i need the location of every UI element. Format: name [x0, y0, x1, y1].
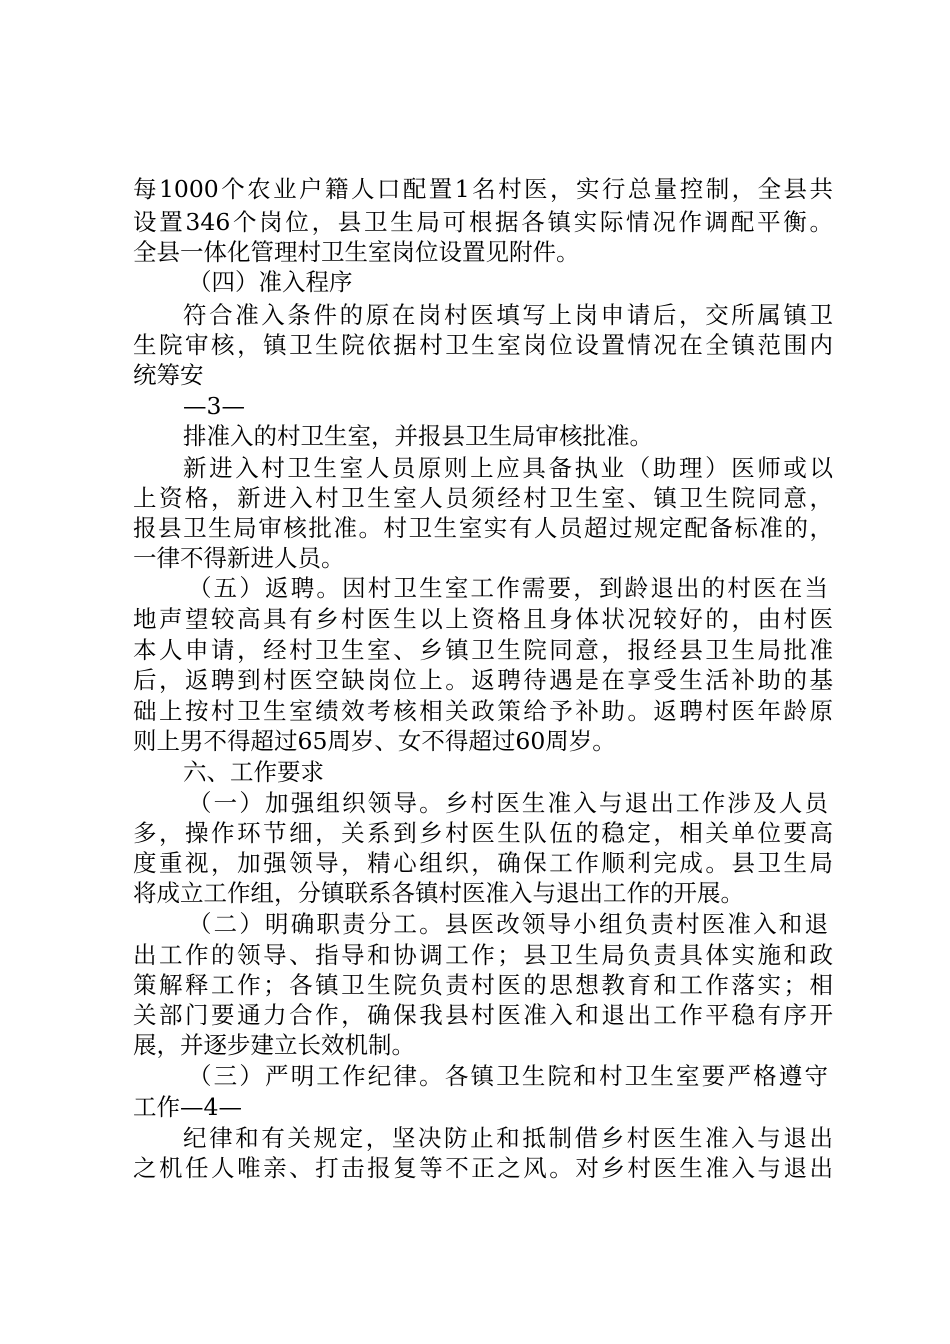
text-line: 多，操作环节细，关系到乡村医生队伍的稳定，相关单位要高 [133, 819, 833, 847]
text-line: 地声望较高具有乡村医生以上资格且身体状况较好的，由村医 [133, 605, 833, 633]
text-line: 设置346个岗位，县卫生局可根据各镇实际情况作调配平衡。 [133, 208, 833, 236]
text-line: 排准入的村卫生室，并报县卫生局审核批准。 [183, 422, 653, 450]
text-line: 上资格，新进入村卫生室人员须经村卫生室、镇卫生院同意， [133, 484, 833, 512]
text-line: 纪律和有关规定，坚决防止和抵制借乡村医生准入与退出 [183, 1124, 833, 1152]
text-line: 每1000个农业户籍人口配置1名村医，实行总量控制，全县共 [133, 175, 833, 203]
page-number: 工作—4— [133, 1093, 242, 1121]
text-line: 将成立工作组，分镇联系各镇村医准入与退出工作的开展。 [133, 879, 744, 907]
text-line: 生院审核，镇卫生院依据村卫生室岗位设置情况在全镇范围内 [133, 331, 833, 359]
text-line: 则上男不得超过65周岁、女不得超过60周岁。 [133, 727, 616, 755]
page-number: —3— [183, 392, 245, 420]
text-line: 符合准入条件的原在岗村医填写上岗申请后，交所属镇卫 [183, 301, 833, 329]
text-line: 本人申请，经村卫生室、乡镇卫生院同意，报经县卫生局批准 [133, 636, 833, 664]
text-line: 关部门要通力合作，确保我县村医准入和退出工作平稳有序开 [133, 1001, 833, 1029]
text-line: 础上按村卫生室绩效考核相关政策给予补助。返聘村医年龄原 [133, 697, 833, 725]
text-line: 统筹安 [133, 361, 204, 389]
text-line: 之机任人唯亲、打击报复等不正之风。对乡村医生准入与退出 [133, 1154, 833, 1182]
text-line: 策解释工作；各镇卫生院负责村医的思想教育和工作落实；相 [133, 971, 833, 999]
text-line: 报县卫生局审核批准。村卫生室实有人员超过规定配备标准的， [133, 514, 833, 542]
text-line: 展，并逐步建立长效机制。 [133, 1031, 415, 1059]
text-line: 度重视，加强领导，精心组织，确保工作顺利完成。县卫生局 [133, 849, 833, 877]
text-line: 新进入村卫生室人员原则上应具备执业（助理）医师或以 [183, 454, 833, 482]
section-heading: （四）准入程序 [188, 268, 353, 296]
text-line: 一律不得新进人员。 [133, 544, 345, 572]
text-line: （五）返聘。因村卫生室工作需要，到龄退出的村医在当 [188, 574, 828, 602]
text-line: 全县一体化管理村卫生室岗位设置见附件。 [133, 238, 580, 266]
text-line: 出工作的领导、指导和协调工作；县卫生局负责具体实施和政 [133, 941, 833, 969]
text-line: 后，返聘到村医空缺岗位上。返聘待遇是在享受生活补助的基 [133, 666, 833, 694]
section-heading: 六、工作要求 [183, 758, 324, 786]
text-line: （二）明确职责分工。县医改领导小组负责村医准入和退 [188, 910, 828, 938]
text-line: （一）加强组织领导。乡村医生准入与退出工作涉及人员 [188, 789, 828, 817]
text-line: （三）严明工作纪律。各镇卫生院和村卫生室要严格遵守 [188, 1062, 828, 1090]
